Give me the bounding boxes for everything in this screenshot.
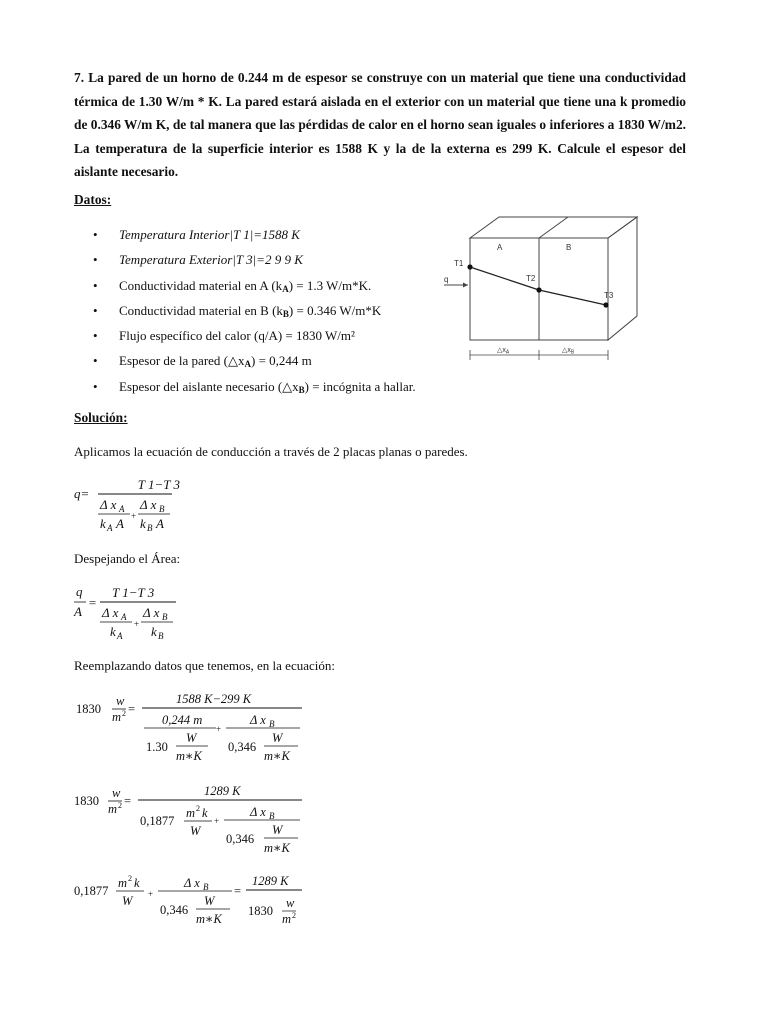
svg-text:W: W <box>204 894 215 908</box>
svg-text:A: A <box>121 612 127 622</box>
svg-text:B: B <box>162 612 168 622</box>
t2-point <box>536 287 541 292</box>
problem-statement: 7. La pared de un horno de 0.244 m de espesor se construye con un material que tiene una conductividad térmica de 1.30 W/m * K. La pared estará aislada en el exterior con un material que tiene una k promedio de 0.346 W/m K, de tal manera que las pérdidas de calor en el horno sean iguales o inferiores a 1830 W/m2. La temperatura de la superficie interior es 1588 K y la de la externa es 299 K. Calcule el espesor del aislante necesario. <box>74 70 686 179</box>
svg-text:2: 2 <box>118 801 122 810</box>
svg-text:w: w <box>112 786 121 800</box>
svg-text:+: + <box>131 511 137 521</box>
svg-text:W: W <box>272 823 283 837</box>
svg-text:2: 2 <box>128 874 132 883</box>
svg-text:k: k <box>110 624 116 639</box>
equation-conduction <box>72 474 192 536</box>
svg-text:Δ x: Δ x <box>100 497 117 512</box>
svg-text:1830: 1830 <box>248 904 273 918</box>
svg-text:0,1877: 0,1877 <box>74 884 109 898</box>
label-t2: T2 <box>526 274 536 283</box>
svg-text:2: 2 <box>292 911 296 920</box>
label-dx-a: $\triangle x_A$ <box>497 347 510 356</box>
svg-text:W: W <box>272 731 283 745</box>
label-b: B <box>566 243 572 252</box>
intro-text: Aplicamos la ecuación de conducción a través de 2 placas planas o paredes. <box>74 444 468 459</box>
svg-text:=: = <box>234 884 242 898</box>
solucion-heading: Solución: <box>74 410 128 425</box>
label-dx-b: $\triangle x_B$ <box>562 347 575 356</box>
svg-text:m∗K: m∗K <box>264 841 290 855</box>
t3-point <box>603 302 608 307</box>
equation-area <box>72 582 192 644</box>
list-item: • Conductividad material en A $(k_A) = 1.3$ W/m*K. <box>72 273 416 298</box>
svg-text:k: k <box>100 516 106 531</box>
svg-text:k: k <box>202 806 208 820</box>
datos-heading: Datos: <box>74 192 112 207</box>
svg-text:1289 K: 1289 K <box>204 784 241 798</box>
svg-text:1588 K−299 K: 1588 K−299 K <box>176 692 252 706</box>
equation-rearranged <box>72 870 312 936</box>
svg-text:m∗K: m∗K <box>264 749 290 763</box>
svg-text:k: k <box>151 624 157 639</box>
svg-text:w: w <box>116 694 125 708</box>
svg-text:W: W <box>186 731 197 745</box>
list-item: • Flujo específico del calor (q/A) = 1830 W/m² <box>72 323 416 348</box>
svg-text:=: = <box>128 702 136 716</box>
svg-text:0,1877: 0,1877 <box>140 814 175 828</box>
svg-text:Δ x: Δ x <box>143 605 160 620</box>
svg-text:1830: 1830 <box>74 794 99 808</box>
svg-text:A: A <box>107 523 113 533</box>
svg-text:w: w <box>286 896 295 910</box>
svg-text:=: = <box>124 794 132 808</box>
svg-text:T 1−T 3: T 1−T 3 <box>112 585 155 600</box>
svg-text:1.30: 1.30 <box>146 740 168 754</box>
svg-text:W: W <box>190 824 201 838</box>
t1-point <box>467 264 472 269</box>
equation-simplified <box>72 780 312 860</box>
list-item: • Espesor de la pared $(\triangle x_A) = 0,244$ m <box>72 348 416 373</box>
svg-text:A: A <box>156 516 164 531</box>
svg-text:T 1−T 3: T 1−T 3 <box>137 477 180 492</box>
equation-substituted <box>72 688 312 768</box>
svg-text:+: + <box>214 816 220 826</box>
svg-text:Δ x: Δ x <box>102 605 119 620</box>
svg-text:m: m <box>118 876 128 890</box>
svg-text:A: A <box>74 604 82 619</box>
svg-text:m: m <box>108 802 118 816</box>
svg-text:B: B <box>159 504 165 514</box>
svg-text:B: B <box>269 719 275 729</box>
svg-text:m: m <box>282 912 292 926</box>
label-q: q <box>444 275 449 284</box>
svg-text:A: A <box>117 631 123 641</box>
svg-text:Δ x: Δ x <box>184 876 200 890</box>
svg-text:Δ x: Δ x <box>140 497 157 512</box>
svg-text:2: 2 <box>196 804 200 813</box>
svg-text:q=: q= <box>74 486 90 501</box>
svg-text:B: B <box>269 811 275 821</box>
svg-text:q: q <box>76 584 83 599</box>
label-a: A <box>497 243 503 252</box>
temperature-profile <box>470 267 606 305</box>
svg-text:2: 2 <box>122 709 126 718</box>
svg-text:m: m <box>112 710 122 724</box>
label-t1: T1 <box>454 259 464 268</box>
svg-text:B: B <box>203 882 209 892</box>
despejando-text: Despejando el Área: <box>74 551 181 566</box>
svg-text:B: B <box>158 631 164 641</box>
svg-text:0,244 m: 0,244 m <box>162 713 203 727</box>
svg-text:Δ x: Δ x <box>250 805 266 819</box>
svg-text:1289 K: 1289 K <box>252 874 289 888</box>
reemplazando-text: Reemplazando datos que tenemos, en la ecuación: <box>74 658 335 673</box>
svg-text:A: A <box>119 504 125 514</box>
datos-list <box>72 222 416 399</box>
label-t3: T3 <box>604 291 614 300</box>
wall-diagram <box>440 208 650 368</box>
list-item: • Temperatura Exterior|T 3|=2 9 9 K <box>72 247 416 272</box>
svg-text:k: k <box>140 516 146 531</box>
list-item: • Espesor del aislante necesario $(\triangle x_B)$ = incógnita a hallar. <box>72 374 416 399</box>
svg-text:Δ x: Δ x <box>250 713 266 727</box>
svg-text:m∗K: m∗K <box>176 749 202 763</box>
svg-text:A: A <box>116 516 124 531</box>
list-item: • Temperatura Interior|T 1|=1588 K <box>72 222 416 247</box>
svg-text:k: k <box>134 876 140 890</box>
svg-text:=: = <box>88 595 97 610</box>
svg-text:+: + <box>216 724 222 734</box>
svg-text:W: W <box>122 894 133 908</box>
svg-text:B: B <box>147 523 153 533</box>
svg-text:+: + <box>134 619 140 629</box>
svg-text:0,346: 0,346 <box>226 832 255 846</box>
list-item: • Conductividad material en B $(k_B) = 0.346$ W/m*K <box>72 298 416 323</box>
wall-side-face <box>608 217 637 340</box>
svg-text:0,346: 0,346 <box>160 903 189 917</box>
svg-text:0,346: 0,346 <box>228 740 257 754</box>
svg-text:1830: 1830 <box>76 702 101 716</box>
svg-text:m: m <box>186 806 196 820</box>
svg-text:+: + <box>148 889 154 899</box>
svg-text:m∗K: m∗K <box>196 912 222 926</box>
